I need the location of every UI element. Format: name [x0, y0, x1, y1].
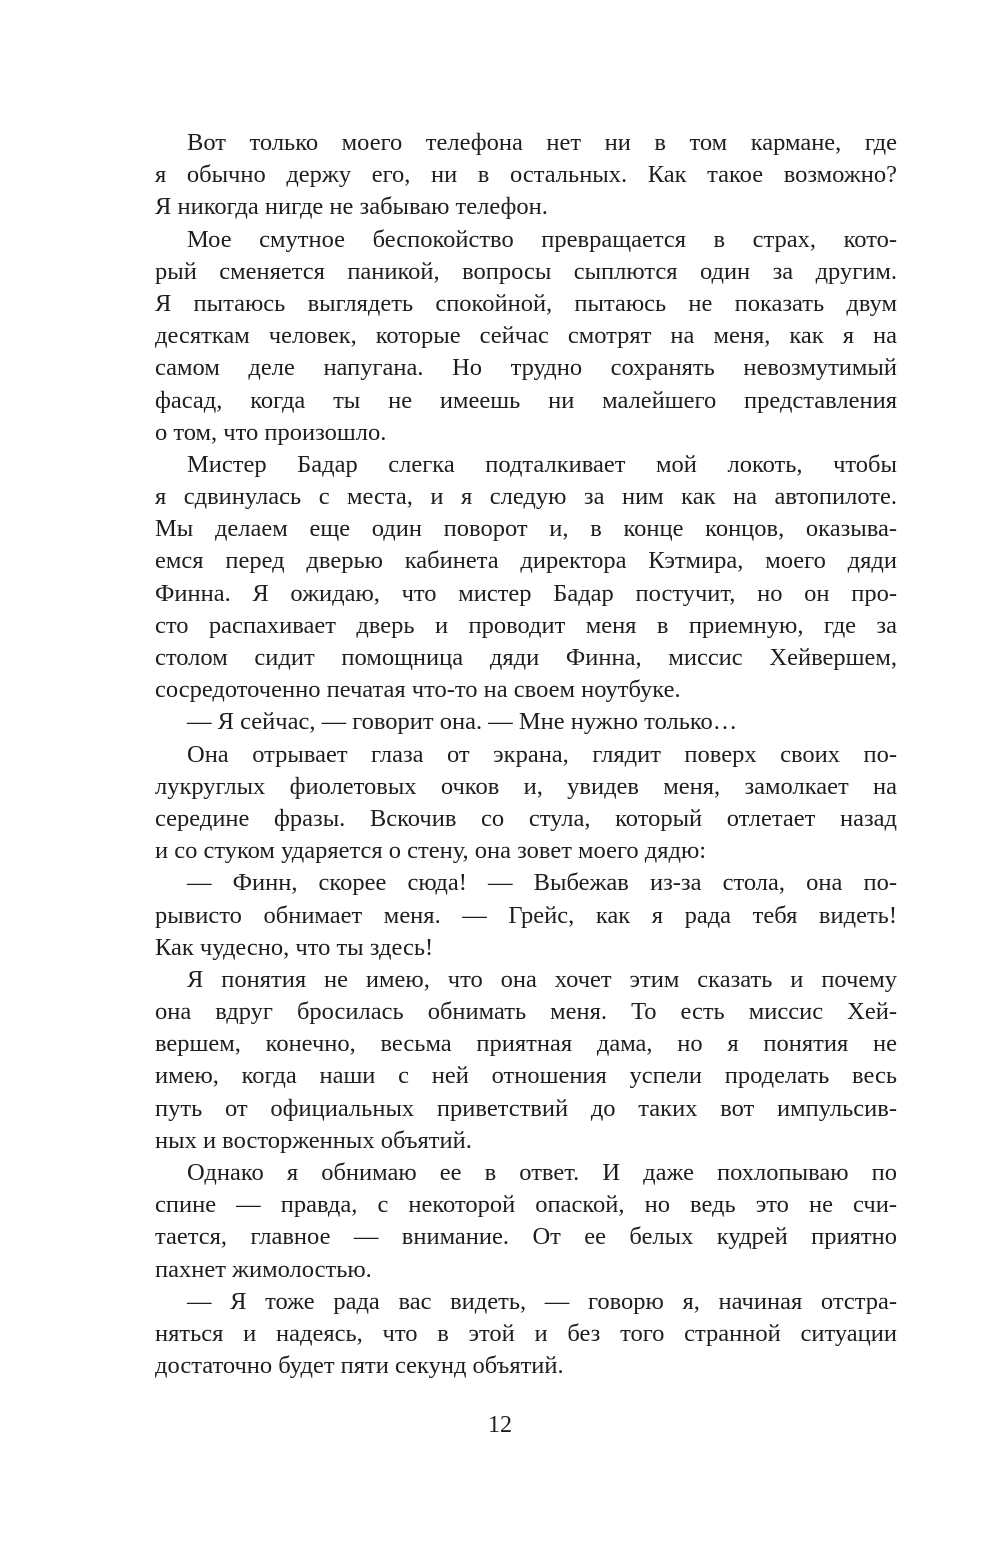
- text-line: емся перед дверью кабинета директора Кэтмира, моего дяди: [155, 547, 897, 575]
- text-line: путь от официальных приветствий до таких вот импульсив-: [155, 1094, 897, 1122]
- text-line: я обычно держу его, ни в остальных. Как такое возможно?: [155, 161, 897, 189]
- text-line: Я понятия не имею, что она хочет этим сказать и почему: [187, 965, 897, 993]
- text-line: Мы делаем еще один поворот и, в конце концов, оказыва-: [155, 515, 897, 543]
- text-line: Финна. Я ожидаю, что мистер Бадар постучит, но он про-: [155, 579, 897, 607]
- page-number: 12: [488, 1412, 512, 1438]
- text-line: сто распахивает дверь и проводит меня в приемную, где за: [155, 611, 897, 639]
- text-line: тается, главное — внимание. От ее белых кудрей приятно: [155, 1223, 897, 1251]
- text-line: Я пытаюсь выглядеть спокойной, пытаюсь не показать двум: [155, 289, 897, 317]
- book-page-body: [155, 127, 897, 1382]
- text-line: достаточно будет пяти секунд объятий.: [155, 1352, 564, 1380]
- text-line: — Я тоже рада вас видеть, — говорю я, начиная отстра-: [187, 1287, 897, 1315]
- text-line: лукруглых фиолетовых очков и, увидев меня, замолкает на: [155, 772, 897, 800]
- text-line: Мистер Бадар слегка подталкивает мой локоть, чтобы: [187, 450, 897, 478]
- text-line: — Я сейчас, — говорит она. — Мне нужно только…: [187, 708, 738, 736]
- text-line: вершем, конечно, весьма приятная дама, но я понятия не: [155, 1030, 897, 1058]
- text-line: имею, когда наши с ней отношения успели проделать весь: [155, 1062, 897, 1090]
- text-line: о том, что произошло.: [155, 418, 387, 446]
- text-line: Вот только моего телефона нет ни в том кармане, где: [187, 129, 897, 156]
- text-line: ных и восторженных объятий.: [155, 1126, 472, 1154]
- text-line: десяткам человек, которые сейчас смотрят на меня, как я на: [155, 322, 897, 350]
- text-line: няться и надеясь, что в этой и без того странной ситуации: [155, 1319, 897, 1347]
- text-line: Однако я обнимаю ее в ответ. И даже похлопываю по: [187, 1159, 897, 1186]
- text-line: Мое смутное беспокойство превращается в страх, кото-: [187, 225, 897, 253]
- text-line: Я никогда нигде не забываю телефон.: [155, 193, 548, 221]
- text-line: столом сидит помощница дяди Финна, миссис Хейвершем,: [155, 644, 897, 671]
- text-line: она вдруг бросилась обнимать меня. То есть миссис Хей-: [155, 998, 897, 1026]
- text-line: пахнет жимолостью.: [155, 1255, 372, 1283]
- text-line: Она отрывает глаза от экрана, глядит поверх своих по-: [187, 740, 897, 768]
- text-line: рый сменяется паникой, вопросы сыплются один за другим.: [155, 257, 897, 285]
- text-line: сосредоточенно печатая что-то на своем ноутбуке.: [155, 676, 681, 704]
- text-line: самом деле напугана. Но трудно сохранять невозмутимый: [155, 354, 897, 382]
- text-line: середине фразы. Вскочив со стула, который отлетает назад: [155, 804, 897, 832]
- text-line: я сдвинулась с места, и я следую за ним как на автопилоте.: [155, 483, 897, 511]
- text-line: Как чудесно, что ты здесь!: [155, 933, 434, 961]
- text-line: и со стуком ударяется о стену, она зовет моего дядю:: [155, 837, 707, 865]
- text-line: рывисто обнимает меня. — Грейс, как я рада тебя видеть!: [155, 901, 897, 929]
- text-line: спине — правда, с некоторой опаской, но ведь это не счи-: [155, 1191, 897, 1219]
- text-line: фасад, когда ты не имеешь ни малейшего представления: [155, 386, 897, 414]
- text-line: — Финн, скорее сюда! — Выбежав из-за стола, она по-: [187, 869, 897, 897]
